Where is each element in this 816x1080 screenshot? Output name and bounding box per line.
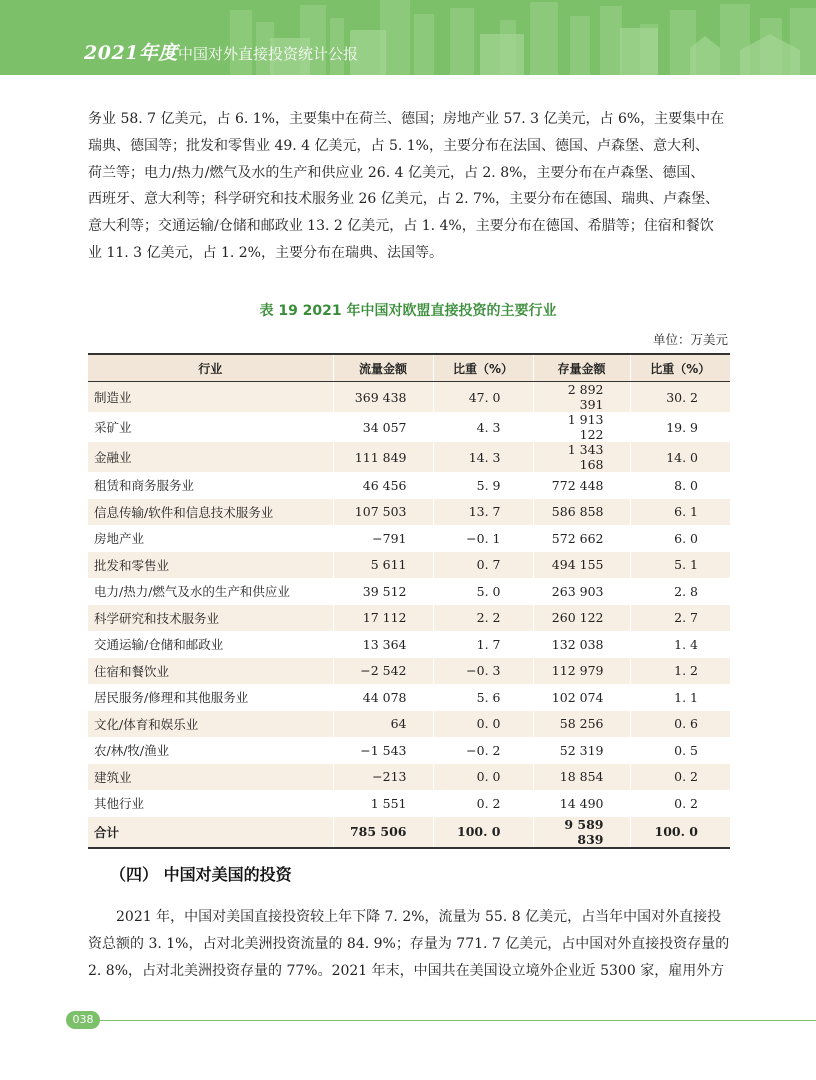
value-cell: 5. 1 bbox=[630, 552, 730, 579]
value-cell: 0. 6 bbox=[630, 711, 730, 738]
value-cell: −2 542 bbox=[333, 658, 433, 685]
industry-cell: 交通运输/仓储和邮政业 bbox=[88, 631, 333, 658]
value-cell: 2 892 391 bbox=[533, 382, 630, 413]
value-cell: 1. 1 bbox=[630, 684, 730, 711]
table-row bbox=[88, 631, 730, 658]
table-row bbox=[88, 499, 730, 526]
industry-cell: 其他行业 bbox=[88, 790, 333, 817]
value-cell: 5. 9 bbox=[433, 472, 533, 499]
value-cell: −213 bbox=[333, 764, 433, 791]
value-cell: 0. 5 bbox=[630, 737, 730, 764]
industry-cell: 电力/热力/燃气及水的生产和供应业 bbox=[88, 578, 333, 605]
value-cell: 5 611 bbox=[333, 552, 433, 579]
value-cell: 572 662 bbox=[533, 525, 630, 552]
value-cell: 34 057 bbox=[333, 412, 433, 442]
industry-cell: 科学研究和技术服务业 bbox=[88, 605, 333, 632]
value-cell: 112 979 bbox=[533, 658, 630, 685]
column-header: 行业 bbox=[88, 354, 333, 382]
value-cell: 586 858 bbox=[533, 499, 630, 526]
value-cell: 47. 0 bbox=[433, 382, 533, 413]
value-cell: 111 849 bbox=[333, 442, 433, 472]
value-cell: 14 490 bbox=[533, 790, 630, 817]
industry-cell: 居民服务/修理和其他服务业 bbox=[88, 684, 333, 711]
value-cell: 9 589 839 bbox=[533, 817, 630, 848]
value-cell: 46 456 bbox=[333, 472, 433, 499]
value-cell: 0. 2 bbox=[433, 790, 533, 817]
table-row bbox=[88, 472, 730, 499]
value-cell: 19. 9 bbox=[630, 412, 730, 442]
table-header-row bbox=[88, 354, 730, 382]
industry-cell: 房地产业 bbox=[88, 525, 333, 552]
value-cell: 1. 2 bbox=[630, 658, 730, 685]
industry-cell: 农/林/牧/渔业 bbox=[88, 737, 333, 764]
eu-investment-table bbox=[88, 353, 730, 849]
value-cell: 0. 2 bbox=[630, 790, 730, 817]
table-row bbox=[88, 552, 730, 579]
value-cell: 2. 8 bbox=[630, 578, 730, 605]
table-row bbox=[88, 412, 730, 442]
value-cell: 58 256 bbox=[533, 711, 630, 738]
text-line: 西班牙、意大利等；科学研究和技术服务业 26 亿美元，占 2. 7%，主要分布在德国、瑞典、卢森堡、 bbox=[88, 191, 720, 208]
industry-cell: 租赁和商务服务业 bbox=[88, 472, 333, 499]
value-cell: 132 038 bbox=[533, 631, 630, 658]
industry-cell: 合计 bbox=[88, 817, 333, 848]
footer-rule bbox=[100, 1020, 816, 1021]
text-line: 荷兰等；电力/热力/燃气及水的生产和供应业 26. 4 亿美元，占 2. 8%，主要分布在卢森堡、德国、 bbox=[88, 164, 705, 181]
value-cell: −0. 1 bbox=[433, 525, 533, 552]
table-row bbox=[88, 442, 730, 472]
value-cell: 0. 2 bbox=[630, 764, 730, 791]
value-cell: 0. 0 bbox=[433, 764, 533, 791]
industry-cell: 批发和零售业 bbox=[88, 552, 333, 579]
column-header: 比重（%） bbox=[630, 354, 730, 382]
value-cell: 18 854 bbox=[533, 764, 630, 791]
table-title: 表 19 2021 年中国对欧盟直接投资的主要行业 bbox=[259, 303, 557, 319]
section-heading: （四） 中国对美国的投资 bbox=[110, 865, 292, 884]
industry-cell: 制造业 bbox=[88, 382, 333, 413]
value-cell: 102 074 bbox=[533, 684, 630, 711]
value-cell: 100. 0 bbox=[433, 817, 533, 848]
value-cell: 100. 0 bbox=[630, 817, 730, 848]
value-cell: 1 551 bbox=[333, 790, 433, 817]
value-cell: 39 512 bbox=[333, 578, 433, 605]
text-line: 瑞典、德国等；批发和零售业 49. 4 亿美元，占 5. 1%，主要分布在法国、德国、卢森堡、意大利、 bbox=[88, 137, 709, 154]
table-row bbox=[88, 382, 730, 413]
value-cell: −0. 3 bbox=[433, 658, 533, 685]
value-cell: 785 506 bbox=[333, 817, 433, 848]
value-cell: 13 364 bbox=[333, 631, 433, 658]
value-cell: 6. 0 bbox=[630, 525, 730, 552]
value-cell: 44 078 bbox=[333, 684, 433, 711]
page-header bbox=[0, 0, 816, 75]
text-line: 意大利等；交通运输/仓储和邮政业 13. 2 亿美元，占 1. 4%，主要分布在德国、希腊等；住宿和餐饮 bbox=[88, 218, 714, 235]
body-paragraph-bottom bbox=[88, 904, 730, 984]
value-cell: −0. 2 bbox=[433, 737, 533, 764]
text-line: 2. 8%，占对北美洲投资存量的 77%。2021 年末，中国共在美国设立境外企业近 5300 家，雇用外方 bbox=[88, 962, 725, 979]
value-cell: 0. 7 bbox=[433, 552, 533, 579]
table-body bbox=[88, 382, 730, 848]
value-cell: 52 319 bbox=[533, 737, 630, 764]
industry-cell: 文化/体育和娱乐业 bbox=[88, 711, 333, 738]
table-unit: 单位：万美元 bbox=[652, 332, 728, 347]
page-number: 038 bbox=[66, 1011, 100, 1029]
value-cell: 1 343 168 bbox=[533, 442, 630, 472]
text-line: 业 11. 3 亿美元，占 1. 2%，主要分布在瑞典、法国等。 bbox=[88, 244, 443, 261]
value-cell: 5. 6 bbox=[433, 684, 533, 711]
value-cell: 17 112 bbox=[333, 605, 433, 632]
table-row bbox=[88, 658, 730, 685]
value-cell: 4. 3 bbox=[433, 412, 533, 442]
value-cell: 494 155 bbox=[533, 552, 630, 579]
value-cell: −1 543 bbox=[333, 737, 433, 764]
value-cell: 369 438 bbox=[333, 382, 433, 413]
value-cell: 1. 7 bbox=[433, 631, 533, 658]
column-header: 流量金额 bbox=[333, 354, 433, 382]
value-cell: 107 503 bbox=[333, 499, 433, 526]
value-cell: 1. 4 bbox=[630, 631, 730, 658]
value-cell: −791 bbox=[333, 525, 433, 552]
value-cell: 30. 2 bbox=[630, 382, 730, 413]
report-title: 中国对外直接投资统计公报 bbox=[178, 45, 359, 63]
report-year: 2021年度 bbox=[84, 42, 178, 64]
value-cell: 6. 1 bbox=[630, 499, 730, 526]
value-cell: 64 bbox=[333, 711, 433, 738]
text-line: 务业 58. 7 亿美元，占 6. 1%，主要集中在荷兰、德国；房地产业 57. 3 亿美元，占 6%，主要集中在 bbox=[88, 111, 725, 127]
value-cell: 2. 2 bbox=[433, 605, 533, 632]
value-cell: 260 122 bbox=[533, 605, 630, 632]
value-cell: 1 913 122 bbox=[533, 412, 630, 442]
industry-cell: 金融业 bbox=[88, 442, 333, 472]
industry-cell: 信息传输/软件和信息技术服务业 bbox=[88, 499, 333, 526]
value-cell: 8. 0 bbox=[630, 472, 730, 499]
column-header: 比重（%） bbox=[433, 354, 533, 382]
table-row bbox=[88, 684, 730, 711]
table-row bbox=[88, 605, 730, 632]
value-cell: 13. 7 bbox=[433, 499, 533, 526]
value-cell: 0. 0 bbox=[433, 711, 533, 738]
table-row bbox=[88, 711, 730, 738]
value-cell: 263 903 bbox=[533, 578, 630, 605]
value-cell: 2. 7 bbox=[630, 605, 730, 632]
text-line: 资总额的 3. 1%，占对北美洲投资流量的 84. 9%；存量为 771. 7 亿美元，占中国对外直接投资存量的 bbox=[88, 935, 730, 952]
industry-cell: 建筑业 bbox=[88, 764, 333, 791]
table-total-row bbox=[88, 817, 730, 848]
table-row bbox=[88, 578, 730, 605]
column-header: 存量金额 bbox=[533, 354, 630, 382]
text-line: 2021 年，中国对美国直接投资较上年下降 7. 2%，流量为 55. 8 亿美元，占当年中国对外直接投 bbox=[116, 909, 722, 925]
value-cell: 772 448 bbox=[533, 472, 630, 499]
industry-cell: 住宿和餐饮业 bbox=[88, 658, 333, 685]
value-cell: 5. 0 bbox=[433, 578, 533, 605]
table-row bbox=[88, 737, 730, 764]
table-row bbox=[88, 764, 730, 791]
table-row bbox=[88, 525, 730, 552]
industry-cell: 采矿业 bbox=[88, 412, 333, 442]
value-cell: 14. 3 bbox=[433, 442, 533, 472]
body-paragraph-top bbox=[88, 106, 730, 267]
value-cell: 14. 0 bbox=[630, 442, 730, 472]
table-row bbox=[88, 790, 730, 817]
